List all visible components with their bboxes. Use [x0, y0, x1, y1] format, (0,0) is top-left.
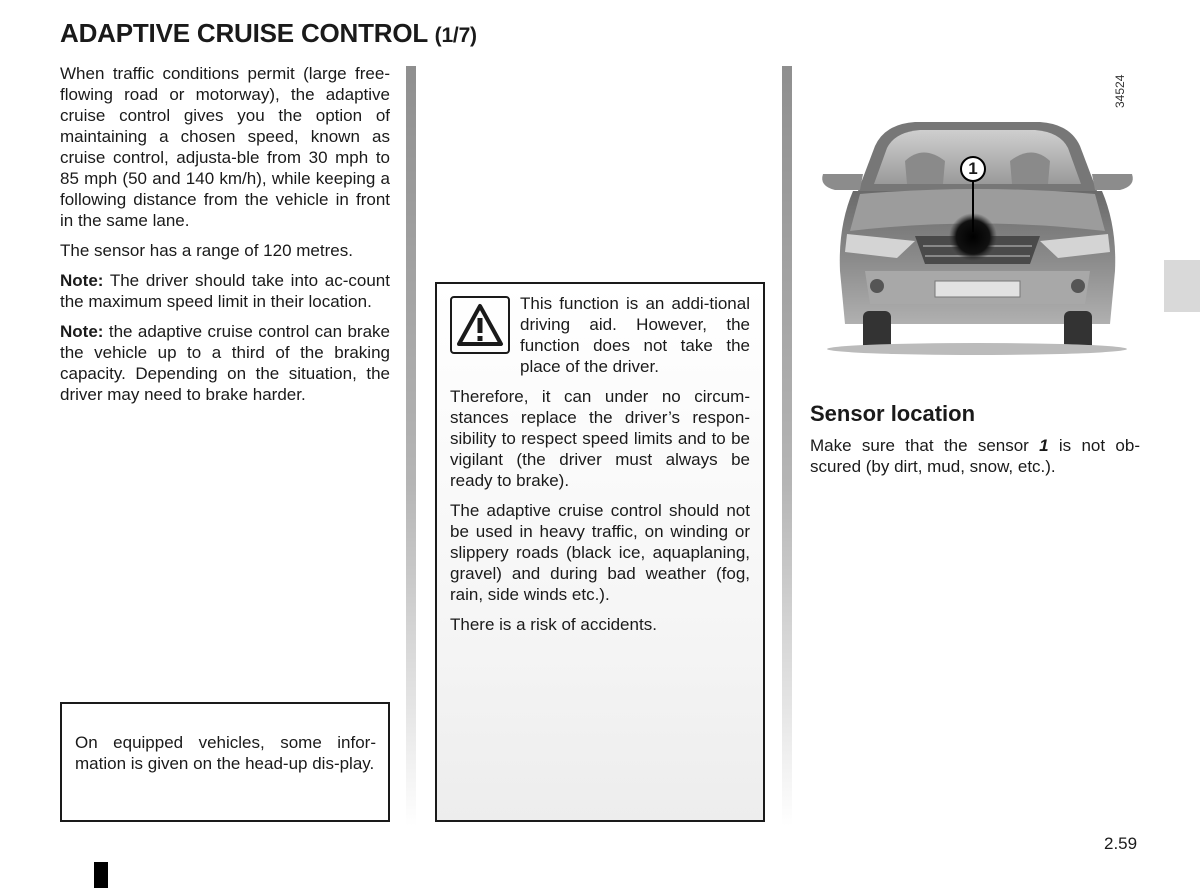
- note-2-text: the adaptive cruise control can brake the vehicle up to a third of the braking capacity. Depending on the situation, the driver may need to brake harder.: [60, 322, 390, 404]
- figure-number: 34524: [1113, 74, 1127, 108]
- page-title-text: ADAPTIVE CRUISE CONTROL: [60, 18, 428, 48]
- chapter-tab: [1164, 260, 1200, 312]
- warning-paragraph-2: The adaptive cruise control should not be used in heavy traffic, on winding or slippery roads (black ice, aquaplaning, gravel) and during bad weather (fog, rain, side winds etc.).: [450, 501, 750, 604]
- note-1-label: Note:: [60, 271, 104, 290]
- warning-box: [435, 282, 765, 822]
- car-front-illustration: [805, 66, 1150, 366]
- range-paragraph: The sensor has a range of 120 metres.: [60, 241, 353, 260]
- page-number: 2.59: [1104, 834, 1138, 853]
- note-2-label: Note:: [60, 322, 104, 341]
- column-3: [810, 435, 1140, 486]
- warning-paragraph-1: Therefore, it can under no circum-stances replace the driver’s respon-sibility to respect speed limits and to be vigilant (the driver must always be ready to brake).: [450, 387, 750, 490]
- sensor-location-heading: Sensor location: [810, 401, 976, 426]
- warning-lead: This function is an addi-tional driving aid. However, the function does not take the place of the driver.: [520, 294, 750, 376]
- column-1: [60, 63, 390, 414]
- warning-triangle-icon: [450, 296, 510, 354]
- sensor-text-before: Make sure that the sensor: [810, 436, 1040, 455]
- warning-paragraph-3: There is a risk of accidents.: [450, 615, 657, 634]
- sensor-paragraph: [810, 435, 1140, 477]
- sensor-text-after: is not ob-scured (by dirt, mud, snow, etc.).: [810, 436, 1140, 476]
- warning-header: [450, 293, 750, 377]
- info-box-text: On equipped vehicles, some infor-mation is given on the head-up dis-play.: [75, 733, 376, 773]
- corner-crop-mark: [94, 862, 108, 888]
- info-box: [60, 702, 390, 822]
- page-title-part: (1/7): [434, 24, 477, 47]
- intro-paragraph: When traffic conditions permit (large free-flowing road or motorway), the adaptive cruise control gives you the option of maintaining a chosen speed, known as cruise control, adjusta-ble from 30 mph to 85 mph (50 and 140 km/h), while keeping a following distance from the vehicle in front in the same lane.: [60, 64, 390, 230]
- page-title: [60, 18, 477, 49]
- callout-1-label: 1: [968, 159, 978, 178]
- note-1-text: The driver should take into ac-count the maximum speed limit in their location.: [60, 271, 390, 311]
- column-divider-right: [782, 66, 792, 826]
- note-2-paragraph: [60, 321, 390, 405]
- sensor-ref: 1: [1039, 436, 1049, 455]
- column-divider-left: [406, 66, 416, 826]
- note-1-paragraph: [60, 270, 390, 312]
